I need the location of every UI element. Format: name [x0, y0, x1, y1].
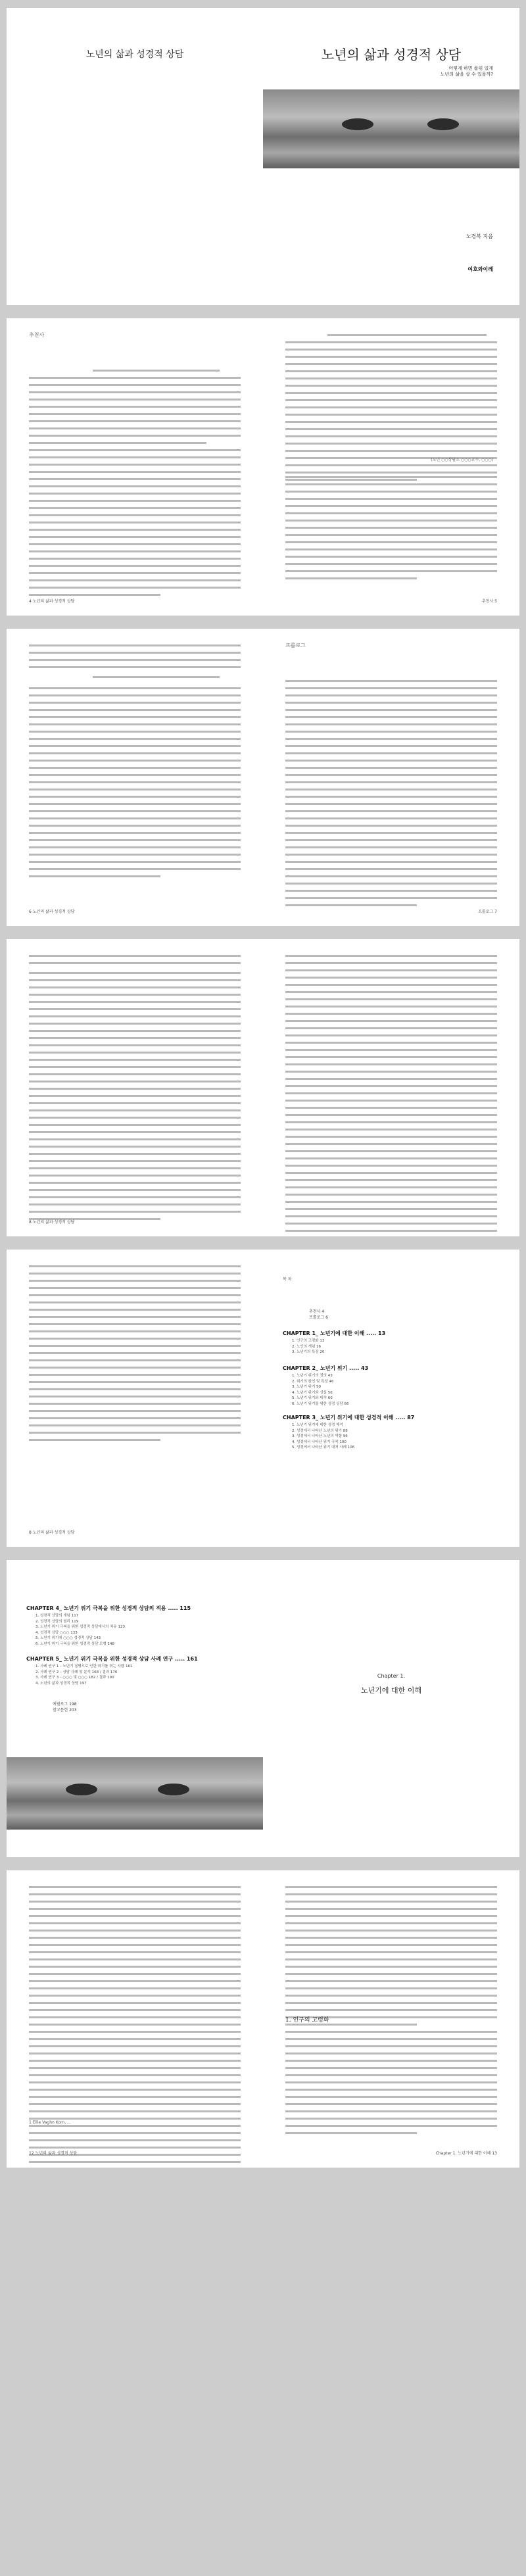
toc-face-photo — [7, 1757, 263, 1830]
chapter-left-page — [7, 1870, 263, 2168]
chapter-right-page — [263, 1870, 519, 2168]
chapter-footnote: 1 Ellie Vaghn Korn, ... — [29, 2120, 71, 2125]
chapter-opener-page — [263, 1560, 519, 1857]
preface-footer-left: 4 노년의 삶과 성경적 상담 — [29, 599, 75, 604]
chapter-title: 노년기에 대한 이해 — [360, 1686, 421, 1695]
chapter-text-left — [29, 1886, 241, 2168]
cover-subtitle: 어떻게 하면 품위 있게 노년의 삶을 살 수 있을까? — [440, 66, 493, 78]
eye-right — [427, 118, 459, 130]
toc-chapter-5-items: 1. 사례 연구 1 – 노년기 질병으로 인한 위기를 겪는 사람 161 2. 사례 연구 2 – 상담 사례 및 분석 168 / 결과 176 3. 사례 연구 3 – ○○○ 및 ○○○ 182 / 결과 190 4. 노년의 삶과 성경적 상담 197 — [36, 1665, 133, 1686]
preface-signature: (노년 ○○상담소 ○○○교수, ○○○) — [431, 458, 493, 462]
prologue-footer-left: 8 노년의 삶과 성경적 상담 — [29, 1220, 75, 1225]
intro-footer-left: 6 노년의 삶과 성경적 상담 — [29, 910, 75, 914]
prologue-text-left — [29, 955, 241, 1225]
toc-chapter-1-items: 1. 인구의 고령화 13 2. 노인의 개념 16 3. 노년기의 특징 20 — [292, 1339, 325, 1355]
toc-page-2 — [7, 1560, 263, 1857]
eye-right — [158, 1784, 189, 1795]
preface-text-right-2 — [285, 476, 497, 585]
intro-footer-right: 프롤로그 7 — [478, 910, 497, 914]
prologue-left-page — [7, 939, 263, 1236]
eye-left — [66, 1784, 97, 1795]
intro-text-right — [285, 680, 497, 911]
toc-heading: 목 차 — [283, 1277, 292, 1282]
chapter-text-right — [285, 1886, 497, 2031]
toc-chapter-3[interactable]: CHAPTER 3_ 노년기 위기에 대한 성경적 이해 ..... 87 — [283, 1415, 415, 1421]
chapter-footer-left: 12 노년의 삶과 성경적 상담 — [29, 2151, 78, 2156]
chapter-footer-right: Chapter 1. 노년기에 대한 이해 13 — [435, 2151, 497, 2156]
section-title: 1. 인구의 고령화 — [285, 2017, 329, 2024]
toc-back-matter: 에필로그 198 참고문헌 203 — [53, 1702, 77, 1713]
intro-right-page — [263, 629, 519, 926]
cover-author: 노경복 지음 — [466, 233, 493, 239]
epilogue-left-page — [7, 1250, 263, 1547]
preface-text-right — [285, 334, 497, 486]
cover-face-photo — [263, 89, 519, 168]
chapter-text-right-2 — [285, 2031, 497, 2139]
intro-text-left — [29, 644, 241, 883]
chapter-label: Chapter 1. — [377, 1673, 406, 1679]
preface-footer-right: 추천사 5 — [481, 599, 497, 604]
toc-chapter-5[interactable]: CHAPTER 5_ 노년기 위기 극복을 위한 성경적 상담 사례 연구 ..... 161 — [26, 1656, 198, 1662]
preface-text-left — [29, 370, 241, 601]
preface-header: 추천사 — [29, 332, 45, 338]
intro-left-page — [7, 629, 263, 926]
epilogue-footer-left: 8 노년의 삶과 성경적 상담 — [29, 1530, 75, 1535]
prologue-text-right — [285, 955, 497, 1236]
toc-chapter-4-items: 1. 성경적 상담의 개념 117 2. 성경적 상담의 원리 119 3. 노년기 위기 극복을 위한 성경적 상담에서의 치유 123 4. 성경적 상담 ○○○ 133 5. 노년기 위기에 ○○○ 성경적 상담 143 6. 노년기 위기 극복을 위한 성경적 상담 모형 148 — [36, 1614, 125, 1646]
toc-chapter-2-items: 1. 노년기 위기의 정의 43 2. 위기의 원인 및 특성 46 3. 노년기 위기 50 4. 노년기 위기와 상실 56 5. 노년기 위기와 대처 60 6. 노년기 위기를 위한 성경 상담 66 — [292, 1374, 349, 1406]
cover-back-page — [7, 8, 263, 305]
cover-publisher: 여호와이레 — [467, 266, 493, 272]
preface-right-page — [263, 318, 519, 616]
toc-chapter-1[interactable]: CHAPTER 1_ 노년기에 대한 이해 ..... 13 — [283, 1330, 386, 1336]
toc-chapter-4[interactable]: CHAPTER 4_ 노년기 위기 극복을 위한 성경적 상담의 적용 ..... 115 — [26, 1605, 191, 1611]
prologue-right-page — [263, 939, 519, 1236]
toc-page-1 — [263, 1250, 519, 1547]
cover-running-title: 노년의 삶과 성경적 상담 — [85, 49, 184, 60]
toc-chapter-3-items: 1. 노년기 위기에 대한 성경 해석 2. 성경에서 나타난 노년의 위기 88 3. 성경에서 나타난 노년의 역할 96 4. 성경에서 나타난 위기 극복 100 5. 성경에서 나타난 위기 대처 사례 106 — [292, 1423, 355, 1450]
eye-left — [342, 118, 373, 130]
cover-front-page — [263, 8, 519, 305]
toc-chapter-2[interactable]: CHAPTER 2_ 노년기 위기 ..... 43 — [283, 1365, 369, 1371]
preface-left-page — [7, 318, 263, 616]
toc-front-matter: 추천사 4 프롤로그 6 — [309, 1309, 328, 1320]
intro-header: 프롤로그 — [285, 643, 306, 648]
epilogue-text-left — [29, 1265, 241, 1446]
cover-title: 노년의 삶과 성경적 상담 — [321, 47, 462, 62]
